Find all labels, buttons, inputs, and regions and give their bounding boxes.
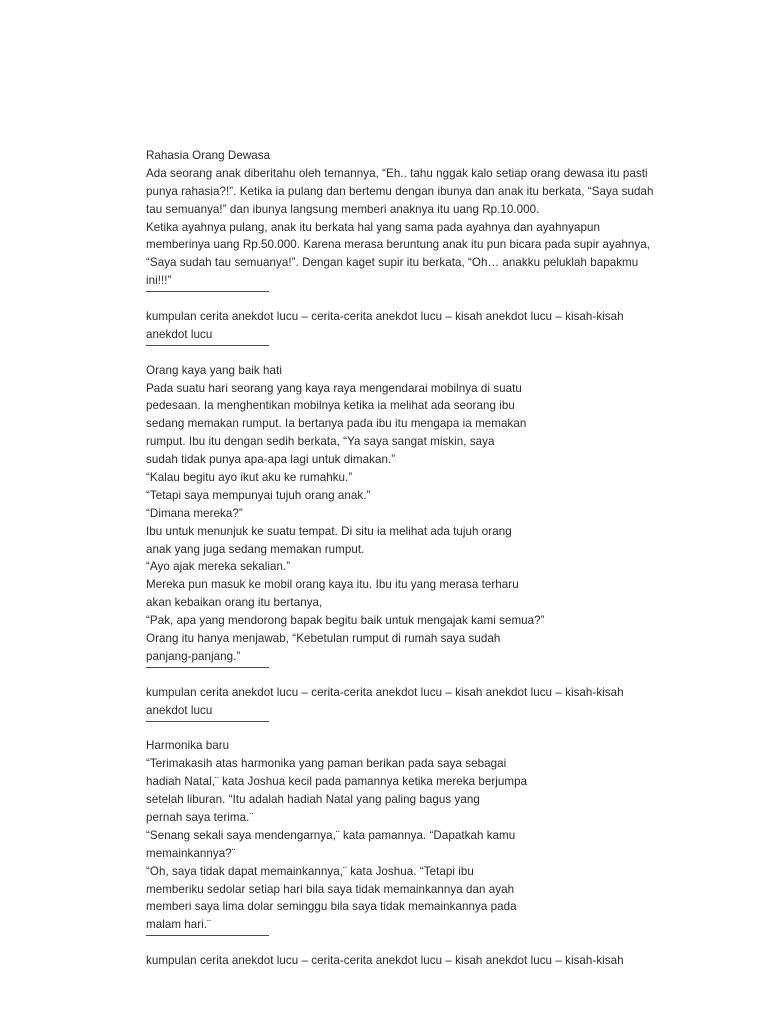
document-page: [146, 147, 654, 970]
story-line: Orang itu hanya menjawab, “Kebetulan rumput di rumah saya sudah: [146, 632, 501, 646]
story-line: akan kebaikan orang itu bertanya,: [146, 596, 323, 610]
story-line: setelah liburan. “Itu adalah hadiah Natal yang paling bagus yang: [146, 793, 480, 807]
story-line: Ketika ayahnya pulang, anak itu berkata hal yang sama pada ayahnya dan ayahnyapun: [146, 220, 600, 234]
story-line: sudah tidak punya apa-apa lagi untuk dimakan.”: [146, 453, 396, 467]
separator-line: [146, 666, 646, 684]
story-line: rumput. Ibu itu dengan sedih berkata, “Ya saya sangat miskin, saya: [146, 435, 495, 449]
story-section: [146, 362, 646, 738]
story-line: “Senang sekali saya mendengarnya,¨ kata pamannya. “Dapatkah kamu: [146, 828, 516, 842]
story-line: Ada seorang anak diberitahu oleh temannya, “Eh.. tahu nggak kalo setiap orang dewasa itu pasti: [146, 166, 648, 180]
story-line: Ibu untuk menunjuk ke suatu tempat. Di situ ia melihat ada tujuh orang: [146, 524, 512, 538]
story-line: “Tetapi saya mempunyai tujuh orang anak.”: [146, 488, 371, 502]
separator-line: [146, 934, 646, 952]
story-line: panjang-panjang.”: [146, 649, 241, 663]
story-line: “Ayo ajak mereka sekalian.”: [146, 560, 291, 574]
story-line: memberi saya lima dolar seminggu bila saya tidak memainkannya pada: [146, 900, 517, 914]
story-line: pedesaan. Ia menghentikan mobilnya ketika ia melihat ada seorang ibu: [146, 399, 515, 413]
separator-line: [146, 290, 646, 308]
footer-line: kumpulan cerita anekdot lucu – cerita-cerita anekdot lucu – kisah anekdot lucu – kisah-kisah: [146, 954, 624, 968]
story-line: hadiah Natal,¨ kata Joshua kecil pada pamannya ketika mereka berjumpa: [146, 775, 528, 789]
story-line: Pada suatu hari seorang yang kaya raya mengendarai mobilnya di suatu: [146, 381, 522, 395]
story-title: Orang kaya yang baik hati: [146, 363, 282, 377]
story-line: ini!!!”: [146, 274, 172, 288]
story-line: sedang memakan rumput. Ia bertanya pada ibu itu mengapa ia memakan: [146, 417, 527, 431]
story-line: tau semuanya!” dan ibunya langsung memberi anaknya itu uang Rp.10.000.: [146, 202, 540, 216]
story-line: “Kalau begitu ayo ikut aku ke rumahku.”: [146, 471, 353, 485]
story-line: anak yang juga sedang memakan rumput.: [146, 542, 365, 556]
story-line: “Oh, saya tidak dapat memainkannya,¨ kata Joshua. “Tetapi ibu: [146, 864, 474, 878]
separator-line: [146, 344, 646, 362]
footer-line: anekdot lucu: [146, 703, 213, 717]
story-line: “Saya sudah tau semuanya!”. Dengan kaget supir itu berkata, “Oh… anakku peluklah bapakmu: [146, 256, 639, 270]
story-line: memainkannya?¨: [146, 846, 236, 860]
story-section: [146, 147, 654, 362]
story-line: punya rahasia?!”. Ketika ia pulang dan bertemu dengan ibunya dan anak itu berkata, “Saya sudah: [146, 184, 654, 198]
story-line: memberiku sedolar setiap hari bila saya tidak memainkannya dan ayah: [146, 882, 515, 896]
story-section: [146, 737, 646, 970]
story-line: “Pak, apa yang mendorong bapak begitu baik untuk mengajak kami semua?”: [146, 614, 545, 628]
story-line: pernah saya terima.¨: [146, 810, 254, 824]
footer-line: kumpulan cerita anekdot lucu – cerita-cerita anekdot lucu – kisah anekdot lucu – kisah-kisah: [146, 310, 624, 324]
story-line: malam hari.¨: [146, 918, 212, 932]
story-title: Rahasia Orang Dewasa: [146, 149, 271, 162]
footer-line: kumpulan cerita anekdot lucu – cerita-cerita anekdot lucu – kisah anekdot lucu – kisah-kisah: [146, 685, 624, 699]
story-line: “Dimana mereka?”: [146, 506, 243, 520]
separator-line: [146, 720, 646, 738]
story-line: “Terimakasih atas harmonika yang paman berikan pada saya sebagai: [146, 757, 507, 771]
footer-line: anekdot lucu: [146, 327, 213, 341]
story-title: Harmonika baru: [146, 739, 230, 753]
story-line: memberinya uang Rp.50.000. Karena merasa beruntung anak itu pun bicara pada supir ayahnya,: [146, 238, 650, 252]
story-line: Mereka pun masuk ke mobil orang kaya itu. Ibu itu yang merasa terharu: [146, 578, 519, 592]
